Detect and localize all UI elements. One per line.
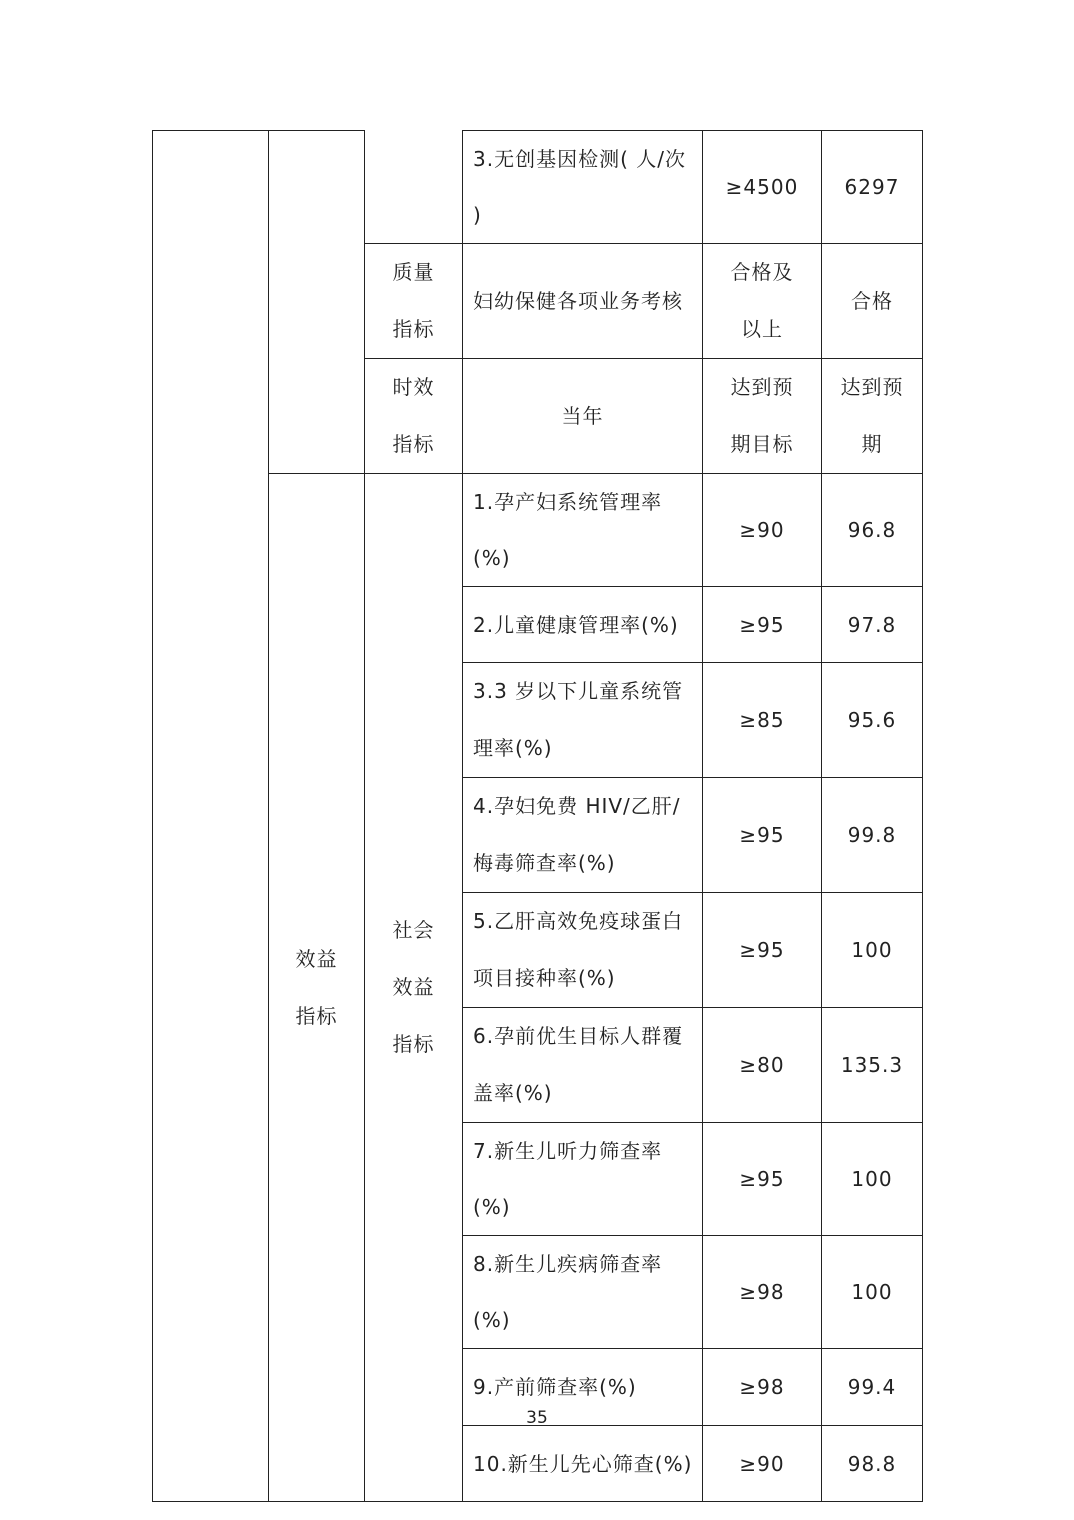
indicator-item: 1.孕产妇系统管理率(%) <box>463 474 703 587</box>
indicator-item: 7.新生儿听力筛查率(%) <box>463 1123 703 1236</box>
indicator-target: ≥98 <box>703 1236 822 1349</box>
indicator-target: ≥95 <box>703 1123 822 1236</box>
indicator-target: ≥90 <box>703 1426 822 1502</box>
indicator-item: 9.产前筛查率(%) <box>463 1349 703 1426</box>
indicator-actual: 达到预期 <box>822 359 923 474</box>
indicator-target: ≥95 <box>703 893 822 1008</box>
indicator-actual: 6297 <box>822 131 923 244</box>
indicator-actual: 98.8 <box>822 1426 923 1502</box>
indicator-target: ≥98 <box>703 1349 822 1426</box>
indicator-actual: 100 <box>822 1123 923 1236</box>
indicator-item: 5.乙肝高效免疫球蛋白项目接种率(%) <box>463 893 703 1008</box>
benefit-subcategory-cell: 社会效益指标 <box>365 474 463 1502</box>
indicator-target: ≥80 <box>703 1008 822 1123</box>
indicator-subcategory: 时效指标 <box>365 359 463 474</box>
indicator-actual: 95.6 <box>822 663 923 778</box>
indicator-item: 2.儿童健康管理率(%) <box>463 587 703 663</box>
first-level-indicator-cell <box>153 131 269 1502</box>
indicator-target: ≥90 <box>703 474 822 587</box>
performance-indicator-table <box>152 130 923 1502</box>
table-row <box>153 474 923 587</box>
page-number: 35 <box>526 1408 548 1428</box>
indicator-item: 3.无创基因检测( 人/次 ) <box>463 131 703 244</box>
indicator-target: ≥85 <box>703 663 822 778</box>
table-row <box>153 131 923 244</box>
indicator-item: 4.孕妇免费 HIV/乙肝/梅毒筛查率(%) <box>463 778 703 893</box>
indicator-item: 妇幼保健各项业务考核 <box>463 244 703 359</box>
second-level-indicator-cell <box>269 131 365 474</box>
indicator-item: 10.新生儿先心筛查(%) <box>463 1426 703 1502</box>
indicator-item: 6.孕前优生目标人群覆盖率(%) <box>463 1008 703 1123</box>
indicator-item: 当年 <box>463 359 703 474</box>
benefit-category-cell: 效益指标 <box>269 474 365 1502</box>
indicator-item: 8.新生儿疾病筛查率(%) <box>463 1236 703 1349</box>
third-level-indicator-cell <box>365 131 463 244</box>
indicator-actual: 96.8 <box>822 474 923 587</box>
indicator-actual: 97.8 <box>822 587 923 663</box>
indicator-target: ≥95 <box>703 778 822 893</box>
indicator-target: 合格及以上 <box>703 244 822 359</box>
indicator-actual: 合格 <box>822 244 923 359</box>
indicator-actual: 99.4 <box>822 1349 923 1426</box>
indicator-item: 3.3 岁以下儿童系统管理率(%) <box>463 663 703 778</box>
indicator-target: ≥95 <box>703 587 822 663</box>
indicator-actual: 100 <box>822 1236 923 1349</box>
indicator-subcategory: 质量指标 <box>365 244 463 359</box>
indicator-target: ≥4500 <box>703 131 822 244</box>
indicator-target: 达到预期目标 <box>703 359 822 474</box>
indicator-actual: 99.8 <box>822 778 923 893</box>
indicator-actual: 135.3 <box>822 1008 923 1123</box>
indicator-actual: 100 <box>822 893 923 1008</box>
